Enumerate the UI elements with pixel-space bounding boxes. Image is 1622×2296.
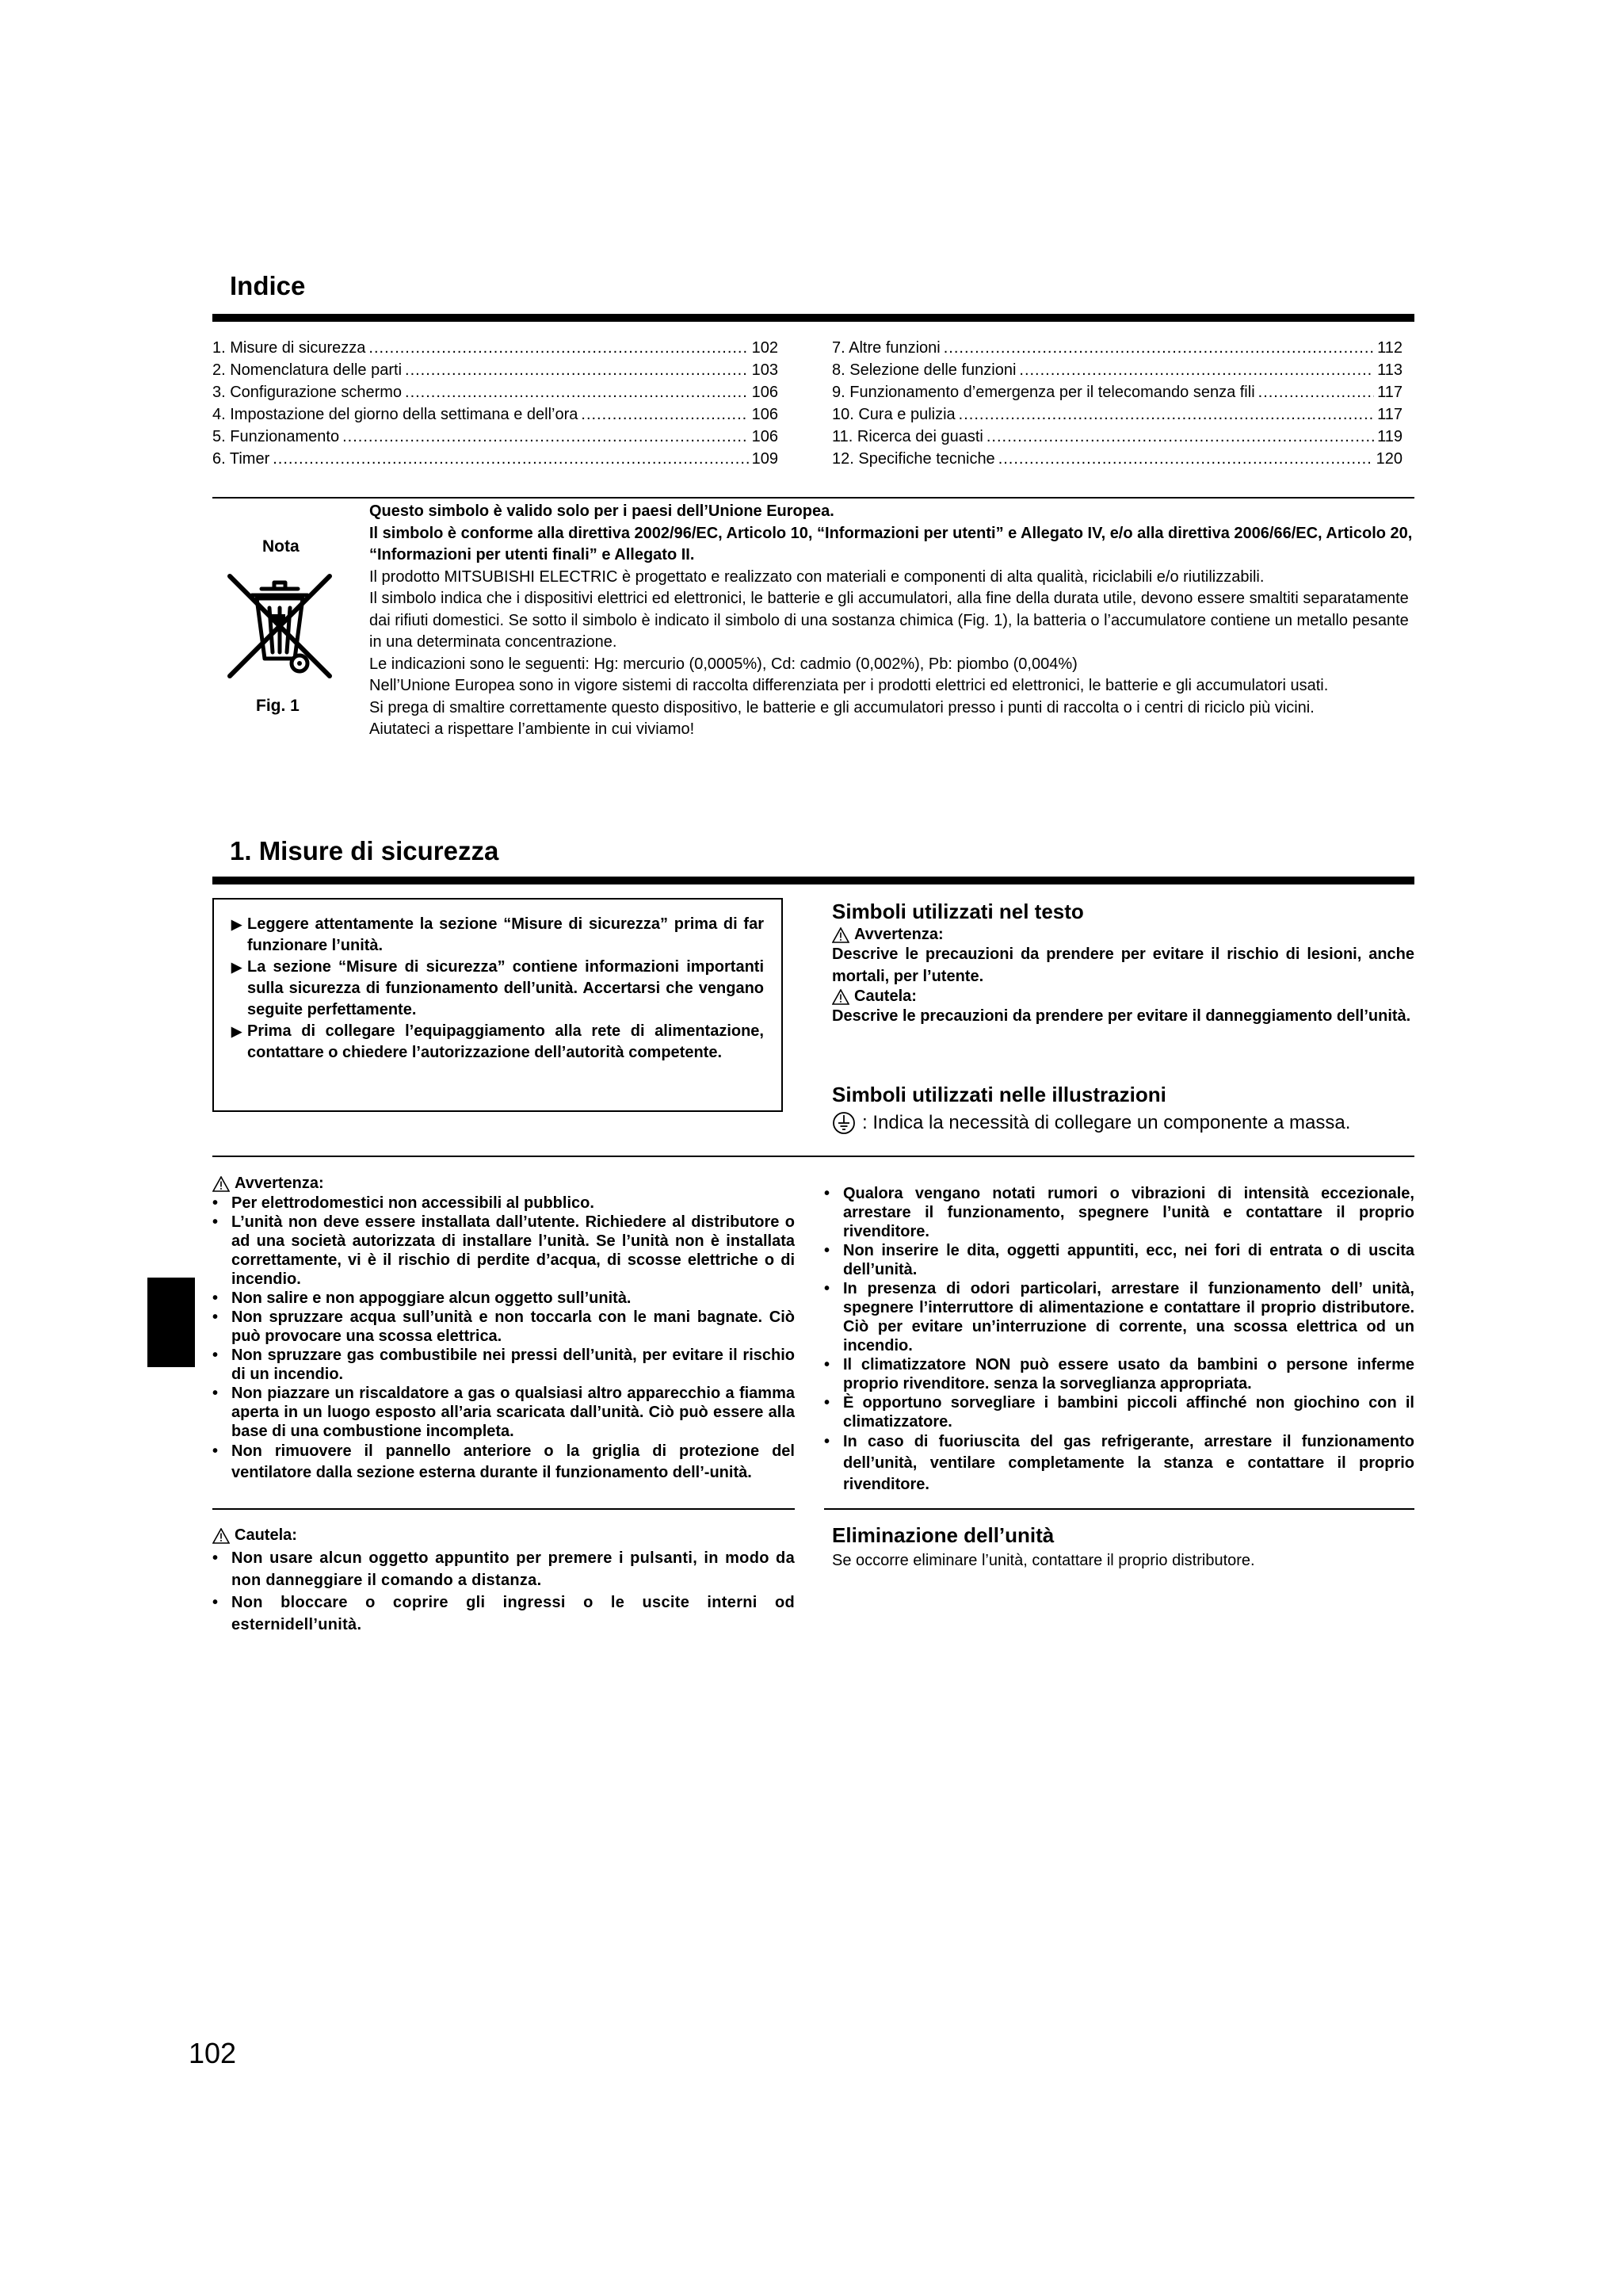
- nota-bold-2: Il simbolo è conforme alla direttiva 2002/96/EC, Articolo 10, “Informazioni per utenti” e Allegato IV, e/o alla direttiva 2006/66/EC, Articolo 20, “Informazioni per utenti finali” e Allegato II.: [369, 524, 1413, 563]
- warnings-label: Avvertenza:: [212, 1175, 324, 1193]
- warning-description: Descrive le precauzioni da prendere per evitare il rischio di lesioni, anche mortali, per l’utente.: [832, 946, 1414, 985]
- ground-description: : Indica la necessità di collegare un componente a massa.: [862, 1112, 1351, 1133]
- toc-left-column: [212, 337, 778, 470]
- list-item: • Il climatizzatore NON può essere usato da bambini o persone inferme proprio rivenditore. senza la sorveglianza appropriata.: [824, 1356, 1414, 1392]
- nota-rule: [212, 497, 1414, 499]
- list-item: • L’unità non deve essere installata dall’utente. Richiedere al distributore o ad una società autorizzata di installare l’unità. Se l’unità non è installata correttamente, vi è il rischio di perdite d’acqua, di scosse elettriche o di incendio.: [212, 1213, 795, 1288]
- list-item: • In caso di fuoriuscita del gas refrigerante, arrestare il funzionamento dell’unità, ventilare completamente la stanza e contattare il proprio rivenditore.: [824, 1433, 1414, 1493]
- caution-description: Descrive le precauzioni da prendere per evitare il danneggiamento dell’unità.: [832, 1007, 1411, 1025]
- toc-entry[interactable]: 9. Funzionamento d’emergenza per il telecomando senza fili ..... 117: [832, 381, 1403, 403]
- toc-entry[interactable]: 12. Specifiche tecniche ..... 120: [832, 448, 1403, 470]
- nota-bold-1: Questo simbolo è valido solo per i paesi dell’Unione Europea.: [369, 502, 834, 520]
- list-item: ▶ La sezione “Misure di sicurezza” contiene informazioni importanti sulla sicurezza di funzionamento dell’unità. Accertarsi che vengano seguite perfettamente.: [231, 958, 764, 1018]
- section-side-tab: [147, 1278, 195, 1367]
- warnings-rule: [212, 1156, 1414, 1157]
- warnings-left-list: [212, 1194, 795, 1484]
- list-item: • Non inserire le dita, oggetti appuntiti, ecc, nei fori di entrata o di uscita dell’unità.: [824, 1242, 1414, 1278]
- list-item: • Non salire e non appoggiare alcun oggetto sull’unità.: [212, 1289, 632, 1307]
- toc-rule: [212, 314, 1414, 322]
- disposal-rule: [824, 1508, 1414, 1510]
- page-number: 102: [189, 2037, 237, 2069]
- nota-paragraph: Nell’Unione Europea sono in vigore sistemi di raccolta differenziata per i prodotti elettrici ed elettronici, le batterie e gli accumulatori usati.: [369, 677, 1329, 694]
- toc-entry[interactable]: 4. Impostazione del giorno della settimana e dell’ora ..... 106: [212, 403, 778, 426]
- list-item: • Non spruzzare gas combustibile nei pressi dell’unità, per evitare il rischio di un incendio.: [212, 1347, 795, 1383]
- nota-paragraph: Il simbolo indica che i dispositivi elettrici ed elettronici, le batterie e gli accumulatori, alla fine della durata utile, devono essere smaltiti separatamente dai rifiuti domestici. Se sotto il simbolo è indicato il simbolo di una sostanza chimica (Fig. 1), la batteria o l’accumulatore contiene un metallo pesante in una determinata concentrazione.: [369, 590, 1409, 651]
- nota-text: [369, 501, 1415, 741]
- warning-triangle-icon: [832, 927, 849, 943]
- disposal-text: Se occorre eliminare l’unità, contattare il proprio distributore.: [832, 1552, 1255, 1569]
- toc-entry[interactable]: 3. Configurazione schermo ..... 106: [212, 381, 778, 403]
- list-item: ▶ Leggere attentamente la sezione “Misure di sicurezza” prima di far funzionare l’unità.: [231, 915, 764, 954]
- section-title: 1. Misure di sicurezza: [230, 836, 499, 865]
- list-item: • Non bloccare o coprire gli ingressi o le uscite interni od esternidell’unità.: [212, 1594, 795, 1633]
- cautions-list: [212, 1547, 795, 1636]
- section-rule: [212, 877, 1414, 884]
- symbols-illus-title: Simboli utilizzati nelle illustrazioni: [832, 1083, 1166, 1106]
- warning-symbol-label: Avvertenza:: [832, 926, 1414, 944]
- toc-entry[interactable]: 8. Selezione delle funzioni ..... 113: [832, 359, 1403, 381]
- ground-symbol-row: [832, 1111, 1350, 1135]
- toc-entry[interactable]: 10. Cura e pulizia ..... 117: [832, 403, 1403, 426]
- list-item: ▶ Prima di collegare l’equipaggiamento alla rete di alimentazione, contattare o chiedere l’autorizzazione dell’autorità competente.: [231, 1022, 764, 1061]
- caution-symbol-label: Cautela:: [832, 988, 1414, 1006]
- list-item: • In presenza di odori particolari, arrestare il funzionamento dell’ unità, spegnere l’interruttore di alimentazione e contattare il proprio distributore. Ciò per evitare un’interruzione di corrente, una scossa elettrica od un incendio.: [824, 1280, 1414, 1354]
- toc-entry[interactable]: 6. Timer ..... 109: [212, 448, 778, 470]
- toc-entry[interactable]: 5. Funzionamento ..... 106: [212, 426, 778, 448]
- toc-right-column: [832, 337, 1403, 470]
- toc-title: Indice: [230, 271, 306, 300]
- safety-notice-box: [212, 898, 783, 1112]
- warnings-right-list: [824, 1184, 1414, 1496]
- caution-triangle-icon: [212, 1528, 230, 1544]
- symbols-text-title: Simboli utilizzati nel testo: [832, 900, 1084, 923]
- toc-entry[interactable]: 11. Ricerca dei guasti ..... 119: [832, 426, 1403, 448]
- toc-entry[interactable]: 1. Misure di sicurezza ..... 102: [212, 337, 778, 359]
- list-item: • Non rimuovere il pannello anteriore o la griglia di protezione del ventilatore dalla sezione esterna durante il funzionamento dell’-unità.: [212, 1442, 795, 1481]
- nota-paragraph: Aiutateci a rispettare l’ambiente in cui viviamo!: [369, 720, 695, 738]
- nota-paragraph: Si prega di smaltire correttamente questo dispositivo, le batterie e gli accumulatori presso i punti di raccolta o i centri di riciclo più vicini.: [369, 698, 1315, 716]
- toc-entry[interactable]: 2. Nomenclatura delle parti ..... 103: [212, 359, 778, 381]
- symbols-text-block: [832, 926, 1414, 1028]
- list-item: • Non piazzare un riscaldatore a gas o qualsiasi altro apparecchio a fiamma aperta in un luogo esposto all’aria scaricata dall’unità. Ciò può essere alla base di una combustione incompleta.: [212, 1385, 795, 1440]
- fig-caption: Fig. 1: [256, 697, 300, 715]
- list-item: • Non spruzzare acqua sull’unità e non toccarla con le mani bagnate. Ciò può provocare una scossa elettrica.: [212, 1308, 795, 1345]
- warning-triangle-icon: [212, 1176, 230, 1192]
- list-item: • Per elettrodomestici non accessibili al pubblico.: [212, 1194, 594, 1212]
- nota-label: Nota: [262, 537, 300, 556]
- crossed-bin-icon: [220, 567, 339, 686]
- list-item: • Non usare alcun oggetto appuntito per premere i pulsanti, in modo da non danneggiare il comando a distanza.: [212, 1549, 795, 1589]
- nota-paragraph: Il prodotto MITSUBISHI ELECTRIC è progettato e realizzato con materiali e componenti di alta qualità, riciclabili e/o riutilizzabili.: [369, 567, 1265, 586]
- ground-icon: [832, 1111, 856, 1135]
- nota-paragraph: Le indicazioni sono le seguenti: Hg: mercurio (0,0005%), Cd: cadmio (0,002%), Pb: piombo (0,004%): [369, 655, 1078, 673]
- disposal-title: Eliminazione dell’unità: [832, 1523, 1055, 1547]
- cautions-rule: [212, 1508, 795, 1510]
- list-item: • È opportuno sorvegliare i bambini piccoli affinché non giochino con il climatizzatore.: [824, 1394, 1414, 1431]
- toc-entry[interactable]: 7. Altre funzioni ..... 112: [832, 337, 1403, 359]
- cautions-label: Cautela:: [212, 1526, 297, 1545]
- list-item: • Qualora vengano notati rumori o vibrazioni di intensità eccezionale, arrestare il funzionamento, spegnere l’unità e contattare il proprio rivenditore.: [824, 1185, 1414, 1240]
- caution-triangle-icon: [832, 989, 849, 1005]
